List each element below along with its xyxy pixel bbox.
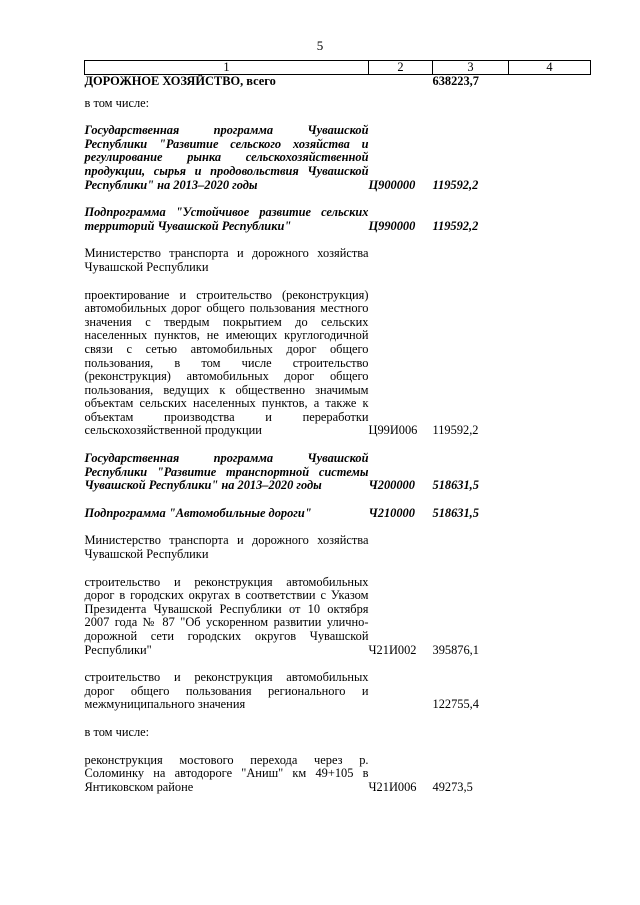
row-spacer-cell (85, 275, 591, 289)
row-amount: 638223,7 (432, 74, 479, 88)
row-spacer (85, 275, 591, 289)
row-col4 (509, 754, 591, 795)
row-description: Государственная программа Чувашской Республики "Развитие сельского хозяйства и регулирование рынка сельскохозяйственной продукции, сырья и продовольствия Чувашской Республики" на 2013–2020 годы (84, 123, 369, 192)
row-spacer (85, 712, 591, 726)
table-row-bridge-reconstruction (85, 754, 591, 795)
row-col4 (509, 289, 591, 439)
row-code: Ц99И006 (368, 423, 418, 438)
row-spacer-cell (85, 562, 591, 576)
row-amount (433, 97, 509, 111)
row-code: Ч210000 (368, 505, 415, 520)
row-description: Министерство транспорта и дорожного хозяйства Чувашской Республики (84, 533, 369, 562)
row-col4 (509, 124, 591, 192)
row-spacer-cell (85, 110, 591, 124)
row-col4 (509, 671, 591, 712)
row-col4 (509, 726, 591, 740)
row-description: строительство и реконструкция автомобильных дорог общего пользования регионального и межмуниципального значения (84, 670, 369, 712)
row-spacer (85, 657, 591, 671)
row-description: ДОРОЖНОЕ ХОЗЯЙСТВО, всего (84, 74, 276, 88)
row-amount: 122755,4 (432, 697, 479, 712)
row-col4 (509, 452, 591, 493)
row-code (369, 247, 433, 274)
table-row-including-1 (85, 97, 591, 111)
row-description: Министерство транспорта и дорожного хозяйства Чувашской Республики (84, 246, 369, 274)
row-code: Ц990000 (368, 218, 416, 233)
table-row-program-agro (85, 124, 591, 192)
row-description: Подпрограмма "Устойчивое развитие сельских территорий Чувашской Республики" (84, 205, 369, 233)
row-description: реконструкция мостового перехода через р. Соломинку на автодороге "Аниш" км 49+105 в Янтиковском районе (84, 752, 369, 794)
row-description: строительство и реконструкция автомобильных дорог в городских округах в соответствии с Указом Президента Чувашской Республики от 10 октября 2007 года № 87 "Об ускоренном развитии улично-дорожной сети городских округов Чувашской Республики" (84, 574, 369, 657)
table-row-program-transport (85, 452, 591, 493)
row-description: в том числе: (84, 724, 150, 739)
row-code (369, 534, 433, 561)
column-header-1: 1 (85, 61, 369, 75)
row-code: Ц900000 (368, 177, 416, 192)
row-description: проектирование и строительство (реконструкция) автомобильных дорог общего пользования местного значения с твердым покрытием до сельских населенных пунктов, не имеющих круглогодичной связи с сетью автомобильных дорог общего пользования, в том числе строительство (реконструкция) автомобильных дорог общего пользования, ведущих к общественно значимым объектам сельских населенных пунктов, а также к объектам производства и переработки сельскохозяйственной продукции (84, 287, 369, 438)
row-amount (433, 534, 509, 561)
row-spacer (85, 562, 591, 576)
row-col4 (509, 75, 591, 89)
table-row-rural-roads-design (85, 289, 591, 439)
row-col4 (509, 534, 591, 561)
row-spacer-cell (85, 712, 591, 726)
row-code: Ч21И002 (368, 642, 417, 657)
row-code (369, 726, 433, 740)
row-spacer (85, 740, 591, 754)
table-body (85, 75, 591, 795)
row-spacer-cell (85, 89, 591, 97)
row-code: Ч200000 (368, 478, 415, 493)
row-spacer (85, 192, 591, 206)
row-amount: 49273,5 (432, 779, 473, 794)
row-amount: 518631,5 (432, 505, 479, 520)
row-amount: 119592,2 (432, 177, 479, 192)
row-amount: 518631,5 (432, 478, 479, 493)
row-spacer (85, 233, 591, 247)
row-spacer-cell (85, 192, 591, 206)
row-amount: 119592,2 (432, 218, 479, 233)
row-amount (433, 726, 509, 740)
row-code (369, 75, 433, 89)
row-code: Ч21И006 (368, 779, 417, 794)
budget-table (84, 60, 591, 794)
row-spacer-cell (85, 493, 591, 507)
row-description: Государственная программа Чувашской Республики "Развитие транспортной системы Чувашской Республики" на 2013–2020 годы (84, 451, 369, 493)
row-spacer (85, 438, 591, 452)
row-col4 (509, 507, 591, 521)
column-header-4: 4 (509, 61, 591, 75)
row-spacer (85, 89, 591, 97)
table-row-regional-roads (85, 671, 591, 712)
row-spacer (85, 520, 591, 534)
row-spacer (85, 493, 591, 507)
row-spacer (85, 110, 591, 124)
table-row-urban-roads (85, 576, 591, 658)
page-number: 5 (316, 38, 324, 53)
row-col4 (509, 97, 591, 111)
column-header-3: 3 (433, 61, 509, 75)
row-col4 (509, 247, 591, 274)
row-description: Подпрограмма "Автомобильные дороги" (84, 505, 312, 520)
table-row-subprogram-roads (85, 507, 591, 521)
row-spacer-cell (85, 233, 591, 247)
row-spacer-cell (85, 657, 591, 671)
row-code (369, 97, 433, 111)
table-row-ministry-2 (85, 534, 591, 561)
row-col4 (509, 206, 591, 233)
table-row-road-total (85, 75, 591, 89)
row-spacer-cell (85, 740, 591, 754)
row-col4 (509, 576, 591, 658)
row-description: в том числе: (84, 95, 150, 110)
table-row-subprogram-rural (85, 206, 591, 233)
row-spacer-cell (85, 520, 591, 534)
table-row-ministry-1 (85, 247, 591, 274)
row-code (369, 671, 433, 712)
column-header-row (85, 61, 591, 75)
row-spacer-cell (85, 438, 591, 452)
column-header-2: 2 (369, 61, 433, 75)
row-amount (433, 247, 509, 274)
row-amount: 119592,2 (432, 423, 479, 438)
table-row-including-2 (85, 726, 591, 740)
row-amount: 395876,1 (432, 642, 479, 657)
